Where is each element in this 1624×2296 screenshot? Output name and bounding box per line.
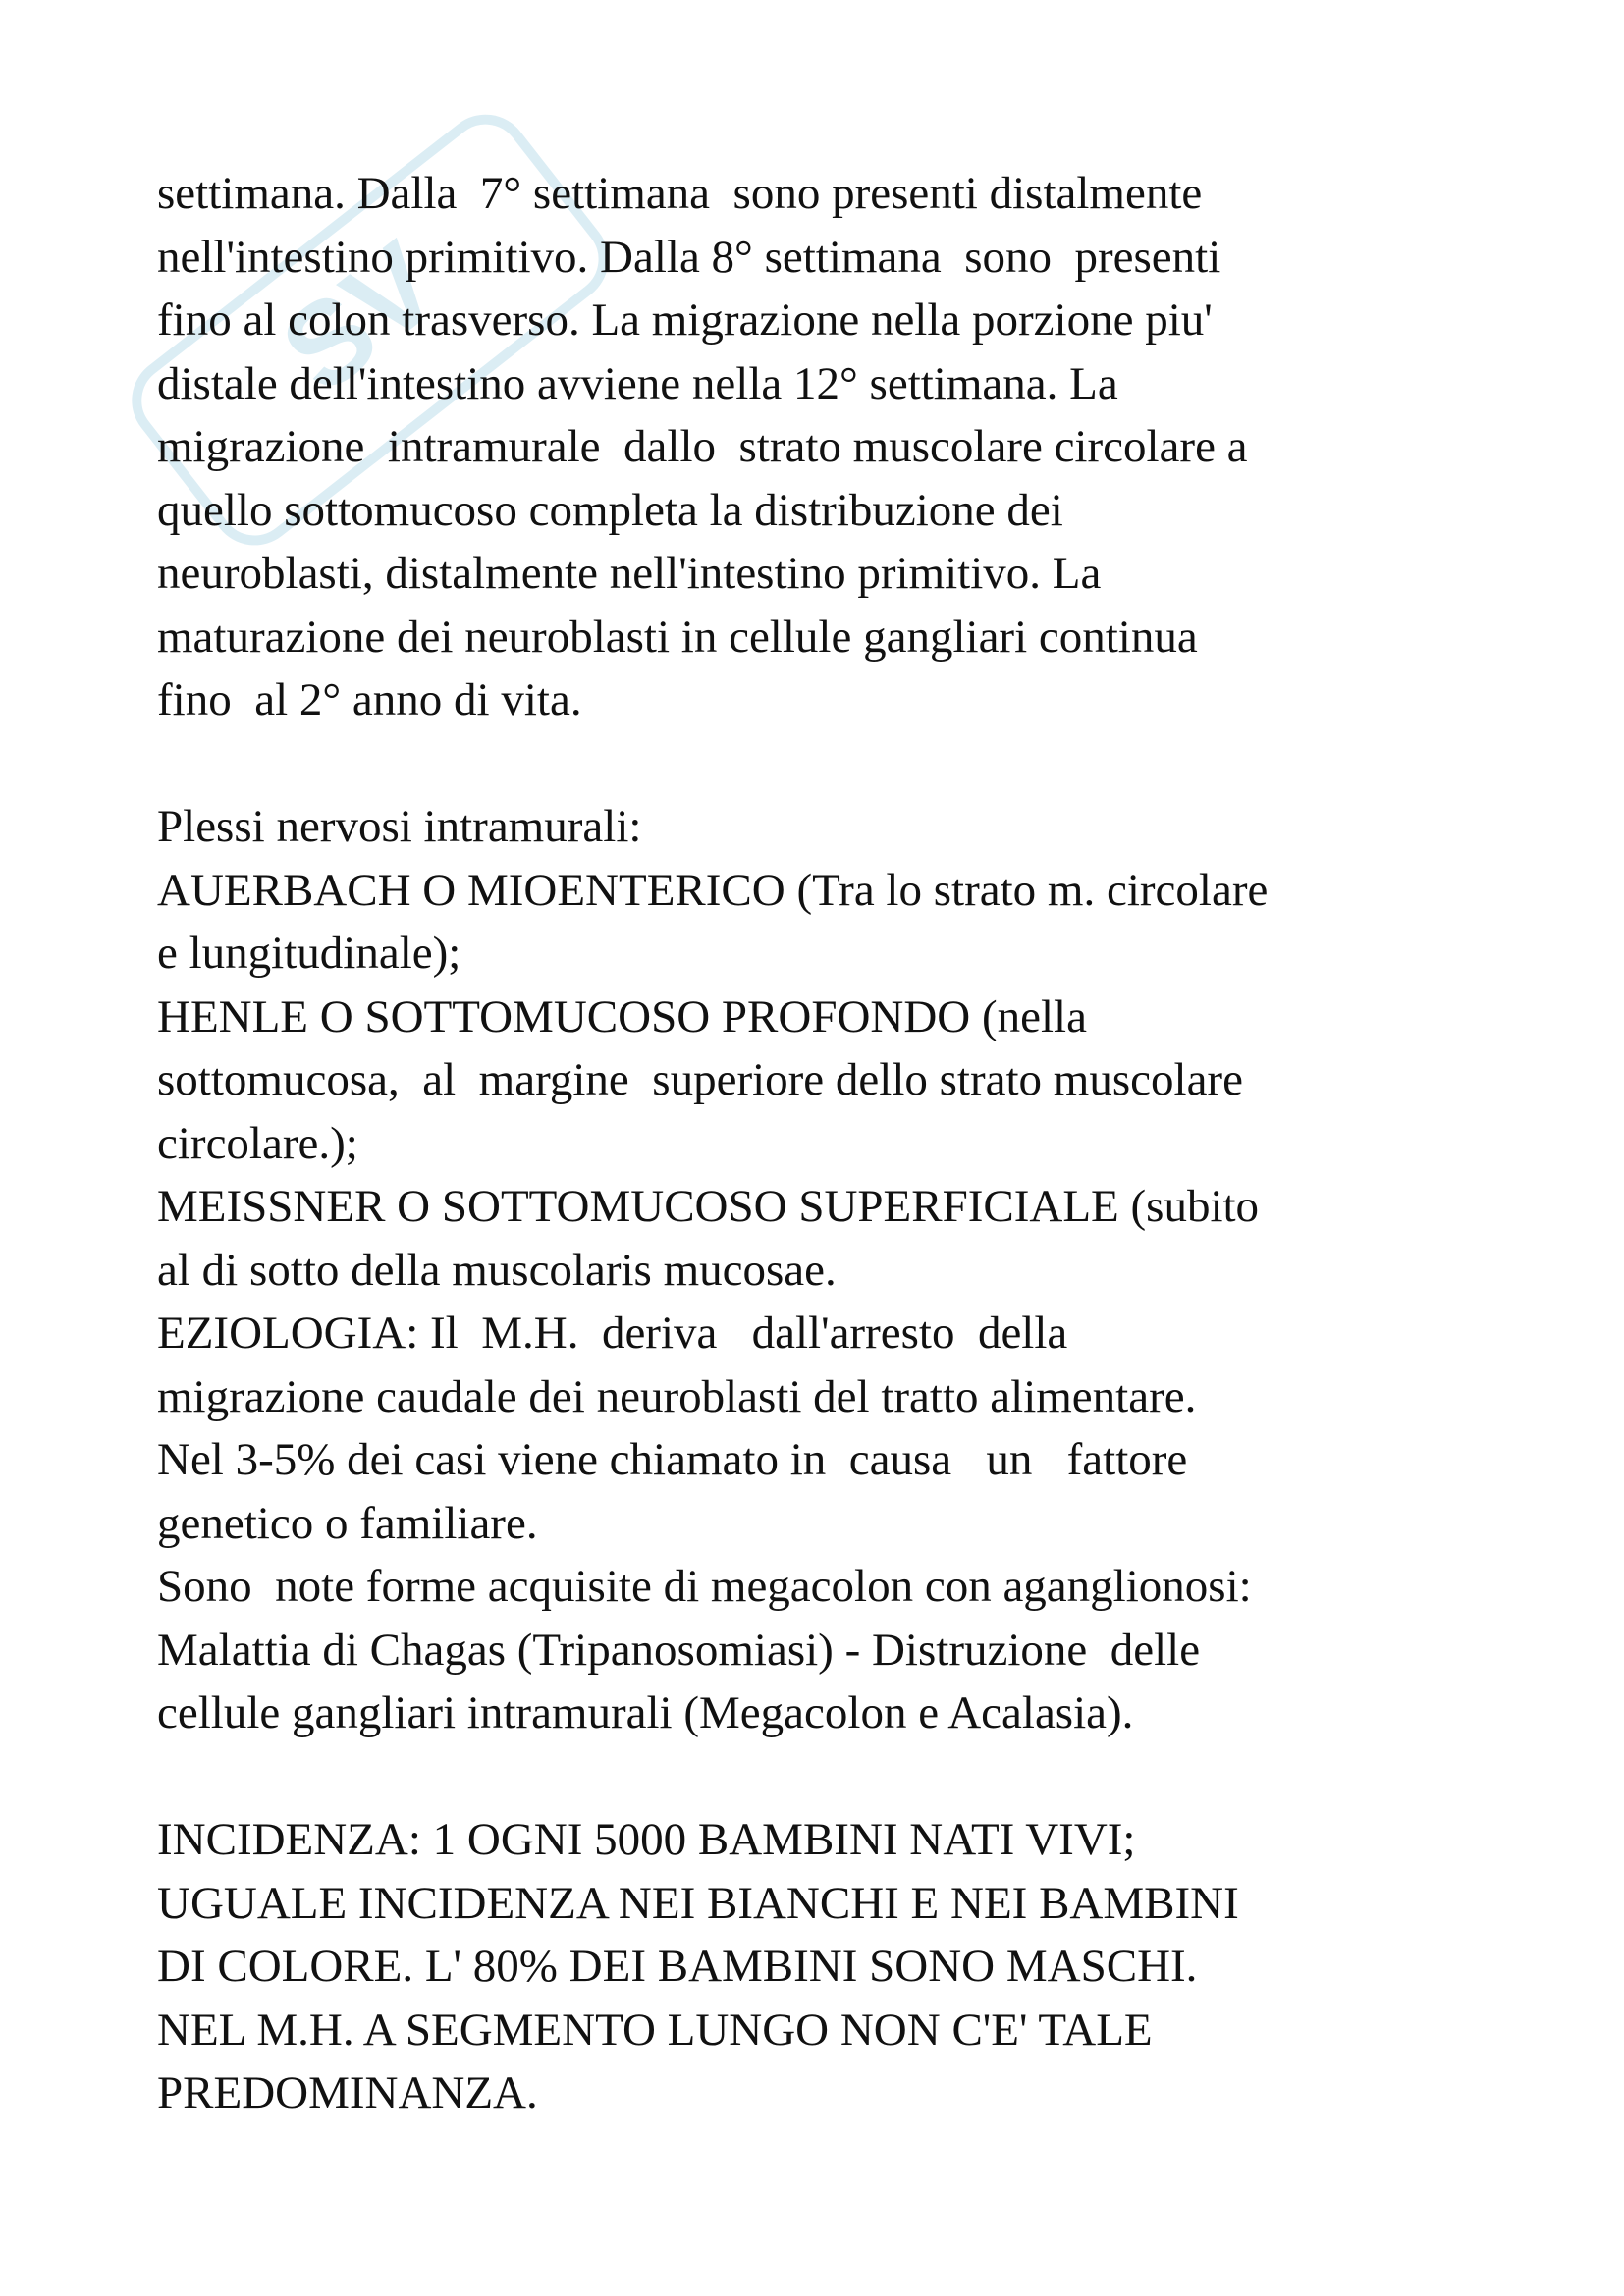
text-line: fino al 2° anno di vita. [157, 674, 582, 725]
text-line: Plessi nervosi intramurali: [157, 801, 642, 852]
text-line: genetico o familiare. [157, 1497, 538, 1549]
text-line: settimana. Dalla 7° settimana sono presenti distalmente [157, 168, 1203, 219]
text-line: migrazione intramurale dallo strato muscolare circolare a [157, 421, 1248, 472]
text-line: Malattia di Chagas (Tripanosomiasi) - Distruzione delle [157, 1624, 1201, 1676]
text-line: nell'intestino primitivo. Dalla 8° settimana sono presenti [157, 231, 1221, 283]
text-line: PREDOMINANZA. [157, 2067, 538, 2118]
text-line: neuroblasti, distalmente nell'intestino primitivo. La [157, 548, 1102, 599]
text-line: circolare.); [157, 1117, 358, 1169]
text-line: cellule gangliari intramurali (Megacolon e Acalasia). [157, 1687, 1134, 1738]
text-line: e lungitudinale); [157, 928, 461, 979]
svg-text:SV: SV [257, 217, 463, 418]
paragraph-plexuses-etiology [157, 795, 1532, 1745]
text-line: AUERBACH O MIOENTERICO (Tra lo strato m. circolare [157, 864, 1269, 916]
paragraph-gap [157, 732, 1532, 796]
text-line: maturazione dei neuroblasti in cellule gangliari continua [157, 611, 1198, 663]
text-line: DI COLORE. L' 80% DEI BAMBINI SONO MASCHI. [157, 1941, 1198, 1992]
text-line: NEL M.H. A SEGMENTO LUNGO NON C'E' TALE [157, 2003, 1153, 2056]
paragraph-gap [157, 1745, 1532, 1809]
text-line: Nel 3-5% dei casi viene chiamato in causa un fattore [157, 1434, 1188, 1485]
text-line: migrazione caudale dei neuroblasti del tratto alimentare. [157, 1370, 1197, 1422]
text-line: Sono note forme acquisite di megacolon con aganglionosi: [157, 1561, 1252, 1612]
text-line: MEISSNER O SOTTOMUCOSO SUPERFICIALE (subito [157, 1181, 1260, 1232]
text-line: distale dell'intestino avviene nella 12° settimana. La [157, 357, 1118, 409]
paragraph-embryology [157, 162, 1532, 732]
document-page [157, 162, 1532, 2125]
text-line: fino al colon trasverso. La migrazione nella porzione piu' [157, 294, 1213, 346]
text-line: EZIOLOGIA: Il M.H. deriva dall'arresto della [157, 1308, 1068, 1359]
paragraph-incidence [157, 1808, 1532, 2125]
text-line: quello sottomucoso completa la distribuzione dei [157, 484, 1063, 536]
text-line: UGUALE INCIDENZA NEI BIANCHI E NEI BAMBINI [157, 1877, 1239, 1929]
text-line: sottomucosa, al margine superiore dello strato muscolare [157, 1054, 1243, 1105]
text-line: HENLE O SOTTOMUCOSO PROFONDO (nella [157, 990, 1087, 1042]
text-line: INCIDENZA: 1 OGNI 5000 BAMBINI NATI VIVI; [157, 1814, 1136, 1865]
text-line: al di sotto della muscolaris mucosae. [157, 1244, 837, 1296]
